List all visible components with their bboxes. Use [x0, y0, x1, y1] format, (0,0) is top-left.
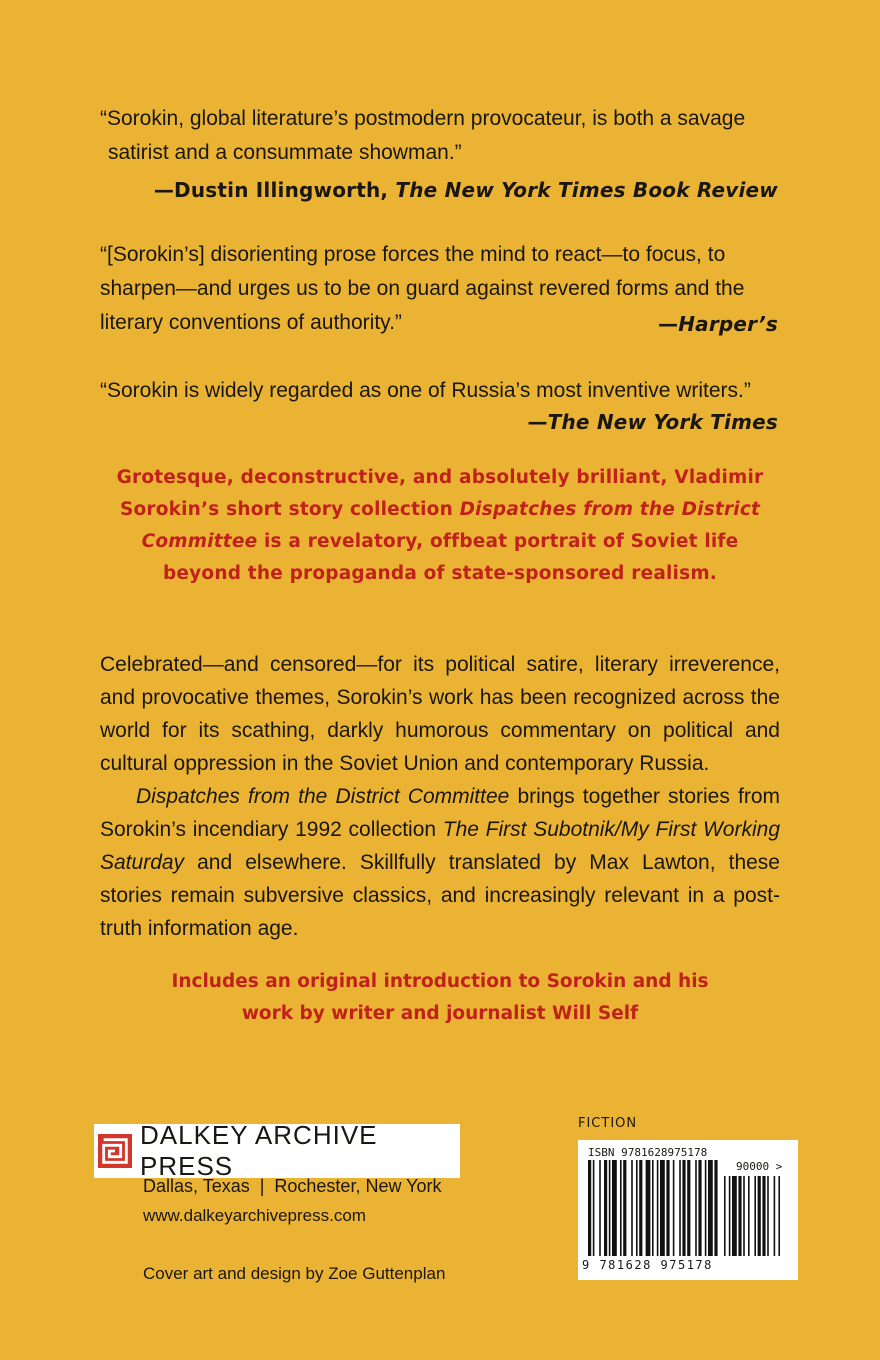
barcode-bar	[767, 1176, 769, 1256]
pitch-book-title: Dispatches from the District Committee	[141, 499, 761, 552]
description-paragraph-2	[100, 780, 780, 945]
barcode-bar	[639, 1160, 642, 1256]
isbn-digits: 9 781628 975178	[582, 1258, 713, 1272]
barcode-bar	[631, 1160, 633, 1256]
publisher-locations: Dallas, Texas | Rochester, New York	[143, 1176, 442, 1196]
barcode-bar	[612, 1160, 617, 1256]
book-title: Dispatches from the District Committee	[136, 785, 510, 808]
quote-line: “Sorokin is widely regarded as one of Russia’s most inventive writers.”	[100, 379, 751, 402]
publisher-logo-box	[94, 1120, 460, 1181]
barcode-bar	[774, 1176, 776, 1256]
barcode-bar	[778, 1176, 780, 1256]
category-label: FICTION	[578, 1116, 638, 1131]
barcode-bar	[604, 1160, 607, 1256]
barcode-bar	[698, 1160, 701, 1256]
barcode-bar	[705, 1160, 707, 1256]
attribution-dash: —	[658, 312, 679, 336]
barcode-bar	[758, 1176, 761, 1256]
dalkey-logo-icon	[98, 1133, 132, 1169]
barcode-bar	[682, 1160, 685, 1256]
barcode-bar	[620, 1160, 622, 1256]
quote-attribution-1	[154, 178, 778, 202]
pitch-text: Grotesque, deconstructive, and absolutely brilliant, Vladimir Sorokin’s short story collection	[116, 467, 764, 520]
barcode-bar	[623, 1160, 626, 1256]
attribution-source: Harper’s	[678, 312, 778, 336]
review-quote-3	[100, 374, 776, 408]
description-text: brings together stories from Sorokin’s incendiary 1992 collection	[100, 785, 780, 841]
barcode-bar	[609, 1160, 611, 1256]
attribution-author: —Dustin Illingworth,	[153, 178, 396, 202]
barcode-bar	[646, 1160, 651, 1256]
book-pitch	[100, 462, 780, 590]
attribution-source: The New York Times Book Review	[395, 178, 778, 202]
attribution-dash: —	[527, 410, 548, 434]
quote-line: satirist and a consummate showman.”	[108, 141, 462, 164]
barcode-bar	[695, 1160, 697, 1256]
barcode-bar	[738, 1176, 741, 1256]
barcode-bar	[593, 1160, 595, 1256]
barcode-bar	[729, 1176, 731, 1256]
barcode-bar	[724, 1176, 726, 1256]
barcode-bar	[762, 1176, 765, 1256]
quote-attribution-3	[527, 410, 778, 434]
barcode-bar	[599, 1160, 601, 1256]
isbn-barcode	[578, 1140, 798, 1280]
includes-line: work by writer and journalist Will Self	[241, 1003, 639, 1024]
quote-line: literary conventions of authority.”	[100, 311, 402, 334]
cover-credit: Cover art and design by Zoe Guttenplan	[143, 1264, 446, 1283]
barcode-bar	[743, 1176, 745, 1256]
barcode-bar	[708, 1160, 713, 1256]
includes-line: Includes an original introduction to Sorokin and his	[171, 971, 709, 992]
book-description	[100, 648, 780, 945]
description-paragraph-1: Celebrated—and censored—for its political satire, literary irreverence, and provocative themes, Sorokin’s work has been recognized across the world for its scathing, darkly humorous commentary on political and cultural oppression in the Soviet Union and contemporary Russia.	[100, 653, 780, 775]
quote-attribution-2	[658, 312, 778, 336]
barcode-bar	[732, 1176, 737, 1256]
barcode-bar	[657, 1160, 659, 1256]
barcode-bar	[673, 1160, 675, 1256]
attribution-source: The New York Times	[547, 410, 778, 434]
pitch-text: is a revelatory, offbeat portrait of Soviet life beyond the propaganda of state-sponsored realism.	[162, 531, 739, 584]
collection-title: The First Subotnik/My First Working Saturday	[100, 818, 781, 874]
review-quote-1	[100, 102, 776, 170]
price-code: 90000 >	[736, 1160, 783, 1173]
includes-note	[100, 966, 780, 1030]
description-text: and elsewhere. Skillfully translated by Max Lawton, these stories remain subversive classics, and increasingly relevant in a post-truth information age.	[100, 851, 780, 940]
barcode-bar	[687, 1160, 690, 1256]
barcode-bar	[636, 1160, 638, 1256]
barcode-bar	[714, 1160, 717, 1256]
barcode-bar	[679, 1160, 681, 1256]
quote-line: “[Sorokin’s] disorienting prose forces the mind to react—to focus, to	[100, 243, 726, 266]
barcode-bar	[666, 1160, 669, 1256]
barcode-bar	[660, 1160, 665, 1256]
publisher-website[interactable]: www.dalkeyarchivepress.com	[143, 1206, 366, 1225]
barcode-bar	[754, 1176, 756, 1256]
barcode-bar	[588, 1160, 591, 1256]
publisher-name: DALKEY ARCHIVE PRESS	[140, 1120, 378, 1181]
quote-line: sharpen—and urges us to be on guard against revered forms and the	[100, 277, 745, 300]
barcode-bar	[652, 1160, 654, 1256]
barcode-bar	[748, 1176, 750, 1256]
isbn-label: ISBN 9781628975178	[588, 1146, 708, 1159]
quote-line: “Sorokin, global literature’s postmodern provocateur, is both a savage	[100, 107, 746, 130]
